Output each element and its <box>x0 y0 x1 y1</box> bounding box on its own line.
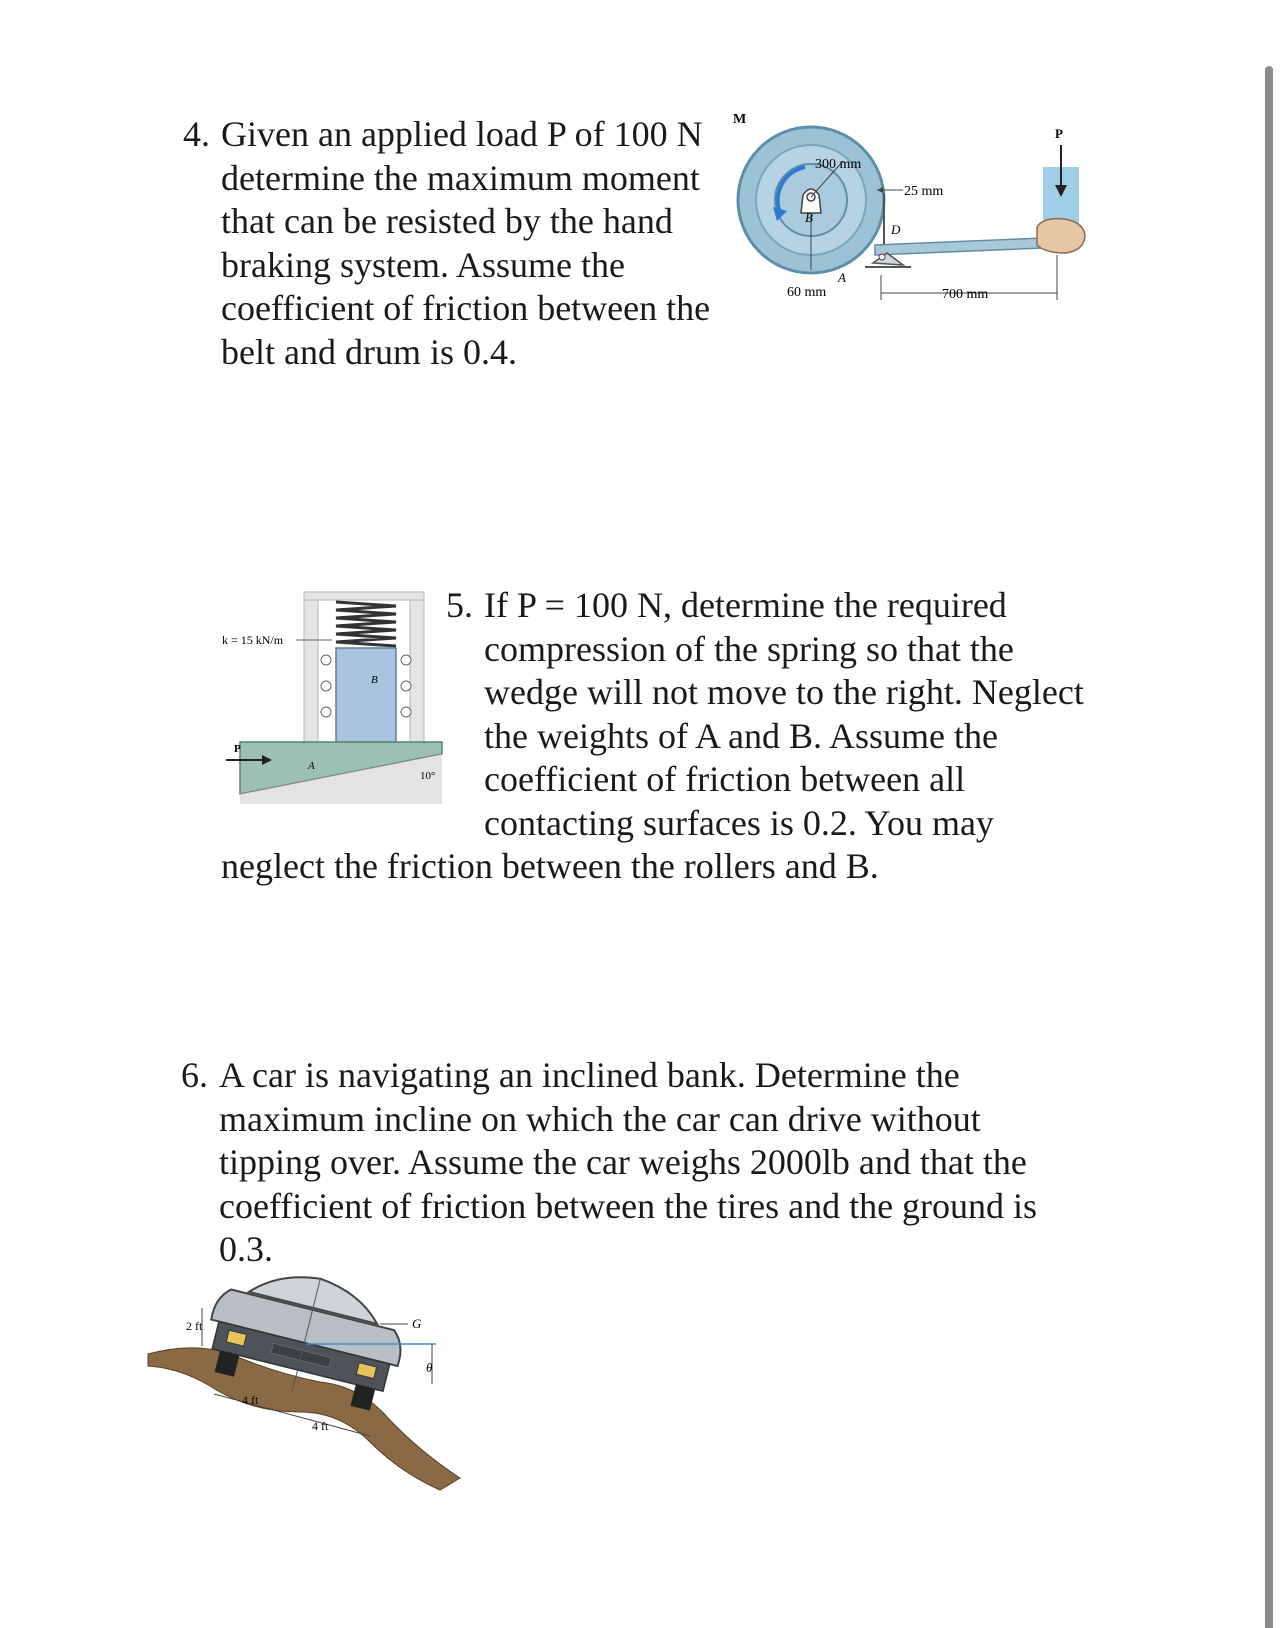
problem-4-line-5: coefficient of friction between the <box>221 288 711 328</box>
problem-5-text <box>446 584 1084 845</box>
problem-6-line-2: maximum incline on which the car can drive without <box>219 1098 981 1139</box>
brake-label-d: D <box>891 222 901 237</box>
problem-6-line-4: coefficient of friction between the tires and the ground is <box>219 1185 1038 1226</box>
problem-4-line-4: braking system. Assume the <box>221 244 625 285</box>
problem-6-line-1: A car is navigating an inclined bank. Determine the <box>219 1055 960 1095</box>
problem-4-line-1: Given an applied load P of 100 N <box>221 114 703 154</box>
wedge-figure <box>214 582 454 812</box>
problem-4-text <box>183 113 711 374</box>
problem-6-number: 6. <box>181 1055 208 1095</box>
scrollbar[interactable] <box>1265 66 1273 1628</box>
brake-label-b: B <box>805 210 813 225</box>
problem-5-line-5: coefficient of friction between all <box>484 759 966 799</box>
problem-6-text <box>181 1054 1038 1272</box>
brake-label-a: A <box>838 270 846 285</box>
brake-label-700: 700 mm <box>942 287 989 302</box>
wedge-label-p: P <box>234 743 241 755</box>
car-label-4ft-b: 4 ft <box>312 1419 329 1433</box>
problem-5-line-2: compression of the spring so that the <box>484 628 1014 669</box>
car-label-theta: θ <box>426 1360 433 1375</box>
car-label-2ft: 2 ft <box>186 1319 203 1333</box>
brake-label-radius: 300 mm <box>815 157 862 172</box>
brake-label-p: P <box>1055 126 1063 141</box>
wedge-label-k: k = 15 kN/m <box>222 633 284 647</box>
problem-5-line-7: neglect the friction between the rollers and B. <box>221 846 879 886</box>
brake-label-25: 25 mm <box>904 184 944 199</box>
problem-4-line-6: belt and drum is 0.4. <box>221 331 517 372</box>
problem-5-last-line <box>221 845 879 889</box>
car-label-g: G <box>412 1316 422 1331</box>
problem-4-number: 4. <box>183 114 210 154</box>
car-figure <box>140 1262 470 1502</box>
wedge-label-angle: 10° <box>420 770 436 782</box>
problem-4-line-3: that can be resisted by the hand <box>221 201 673 241</box>
problem-4-line-2: determine the maximum moment <box>221 157 700 198</box>
brake-label-60: 60 mm <box>787 285 827 300</box>
problem-5-number: 5. <box>446 585 473 625</box>
problem-5-line-3: wedge will not move to the right. Neglect <box>484 672 1084 712</box>
problem-5-line-4: the weights of A and B. Assume the <box>484 715 998 756</box>
problem-6-line-3: tipping over. Assume the car weighs 2000lb and that the <box>219 1142 1027 1182</box>
brake-label-m: M <box>733 112 747 127</box>
car-label-4ft-a: 4 ft <box>242 1393 259 1407</box>
problem-6-line-5: 0.3. <box>219 1229 273 1269</box>
brake-figure <box>725 105 1105 315</box>
problem-5-line-1: If P = 100 N, determine the required <box>484 585 1007 625</box>
wedge-label-b: B <box>371 674 378 686</box>
wedge-label-a: A <box>308 760 315 772</box>
problem-5-line-6: contacting surfaces is 0.2. You may <box>484 802 994 843</box>
